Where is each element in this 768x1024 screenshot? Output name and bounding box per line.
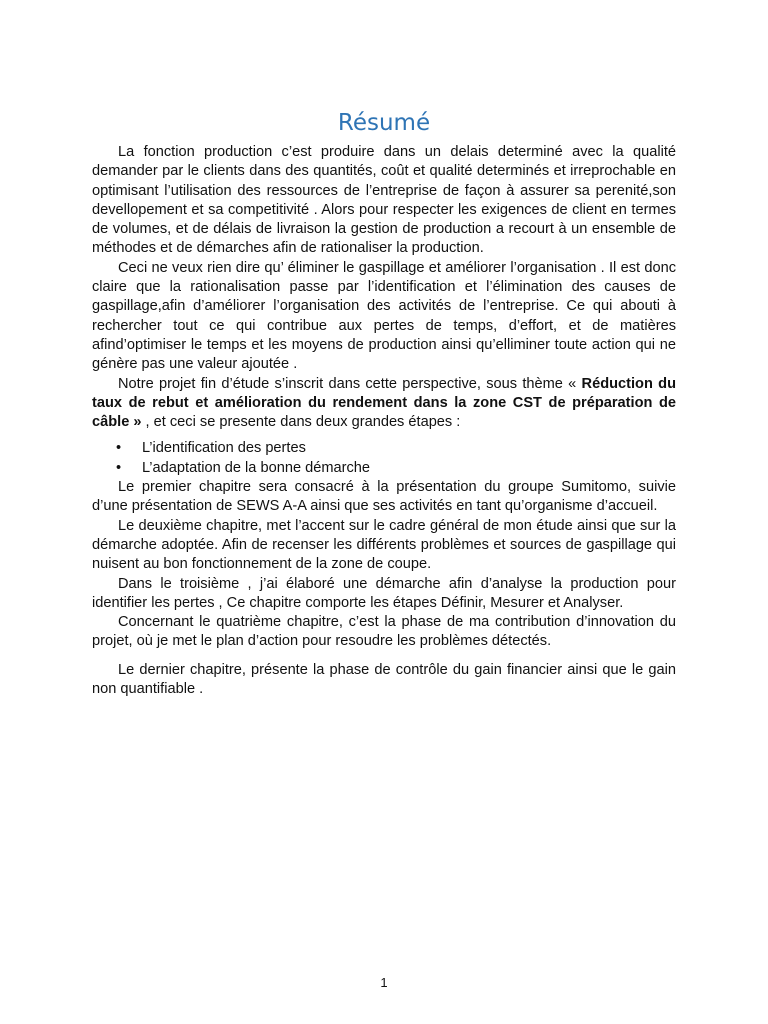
paragraph-chapter-1: Le premier chapitre sera consacré à la présentation du groupe Sumitomo, suivie d’une présentation de SEWS A-A ainsi que ses activités en tant qu’organisme d’accueil.	[92, 479, 676, 515]
paragraph-chapter-3: Dans le troisième , j’ai élaboré une démarche afin d’analyse la production pour identifier les pertes , Ce chapitre comporte les étapes Définir, Mesurer et Analyser.	[92, 575, 676, 611]
document-body	[92, 143, 676, 699]
paragraph-chapter-4: Concernant le quatrième chapitre, c’est la phase de ma contribution d’innovation du projet, où je met le plan d’action pour resoudre les problèmes détectés.	[92, 614, 676, 650]
paragraph-intro: La fonction production c’est produire dans un delais determiné avec la qualité demander par le clients dans des quantités, coût et qualité determinés et irreprochable en optimisant l’utilisation des ressources de l’entreprise de façon à assurer sa perenité,son devellopement et sa competitivité . Alors pour respecter les exigences de client en termes de volumes, et de délais de livraison la gestion de production a recourt à un ensemble de méthodes et de démarches afin de rationaliser la production.	[92, 144, 676, 257]
project-text-after: , et ceci se presente dans deux grandes étapes :	[141, 414, 461, 431]
project-text-before: Notre projet fin d’étude s’inscrit dans cette perspective, sous thème «	[118, 375, 582, 392]
paragraph-chapter-2: Le deuxième chapitre, met l’accent sur le cadre général de mon étude ainsi que sur la démarche adoptée. Afin de recenser les différents problèmes et sources de gaspillage qui nuisent au bon fonctionnement de la zone de coupe.	[92, 517, 676, 573]
list-item: • L’adaptation de la bonne démarche	[92, 459, 676, 478]
page-title: Résumé	[337, 110, 431, 136]
steps-list	[92, 439, 676, 478]
paragraph-project	[92, 375, 676, 433]
project-theme: Réduction du taux de rebut et amélioration du rendement dans la zone CST de préparation de câble »	[92, 375, 676, 431]
paragraph-final-chapter: Le dernier chapitre, présente la phase de contrôle du gain financier ainsi que le gain non quantifiable .	[92, 661, 676, 698]
list-item: • L’identification des pertes	[92, 439, 676, 458]
paragraph-rationalisation: Ceci ne veux rien dire qu’ éliminer le gaspillage et améliorer l’organisation . Il est donc claire que la rationalisation passe par l’identification et l’élimination des causes de gaspillage,afin d’améliorer l’organisation des activités de l’entreprise. Ce qui abouti à rechercher tout ce qui contribue aux pertes de temps, d’effort, et de matières afind’optimiser le temps et les moyens de production ainsi qu’elliminer toute action qui ne génère pas une valeur ajoutée .	[92, 259, 676, 373]
page-number: 1	[380, 975, 388, 990]
